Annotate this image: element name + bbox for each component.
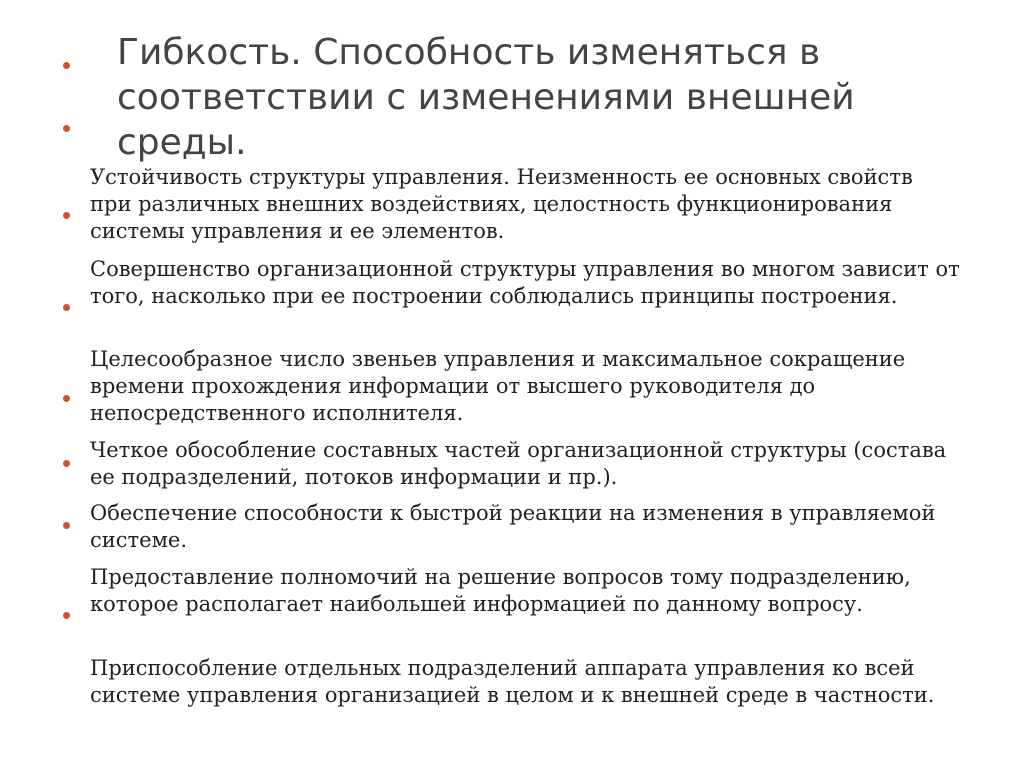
bullet-dot xyxy=(63,125,70,132)
bullet-dot xyxy=(63,304,70,311)
bullet-dot xyxy=(63,522,70,529)
slide-title: Гибкость. Способность изменяться в соответствии с изменениями внешней среды. xyxy=(117,32,855,163)
list-item: Четкое обособление составных частей организационной структуры (состава ее подразделений, потоков информации и пр.). xyxy=(90,438,947,489)
list-item: Предоставление полномочий на решение вопросов тому подразделению, которое располагает наибольшей информацией по данному вопросу. xyxy=(90,565,911,616)
list-item: Приспособление отдельных подразделений аппарата управления ко всей системе управления организацией в целом и к внешней среде в частности. xyxy=(90,656,935,707)
list-item: Устойчивость структуры управления. Неизменность ее основных свойств при различных внешних воздействиях, целостность функционирования системы управления и ее элементов. xyxy=(90,165,913,243)
bullet-dot xyxy=(63,460,70,467)
list-item: Совершенство организационной структуры управления во многом зависит от того, насколько при ее построении соблюдались принципы построения. xyxy=(90,257,960,308)
list-item: Целесообразное число звеньев управления и максимальное сокращение времени прохождения информации от высшего руководителя до непосредственного исполнителя. xyxy=(90,347,906,425)
bullet-dot xyxy=(63,62,70,69)
bullet-dot xyxy=(63,212,70,219)
bullet-dot xyxy=(63,612,70,619)
list-item: Обеспечение способности к быстрой реакции на изменения в управляемой системе. xyxy=(90,501,936,552)
bullet-dot xyxy=(63,395,70,402)
